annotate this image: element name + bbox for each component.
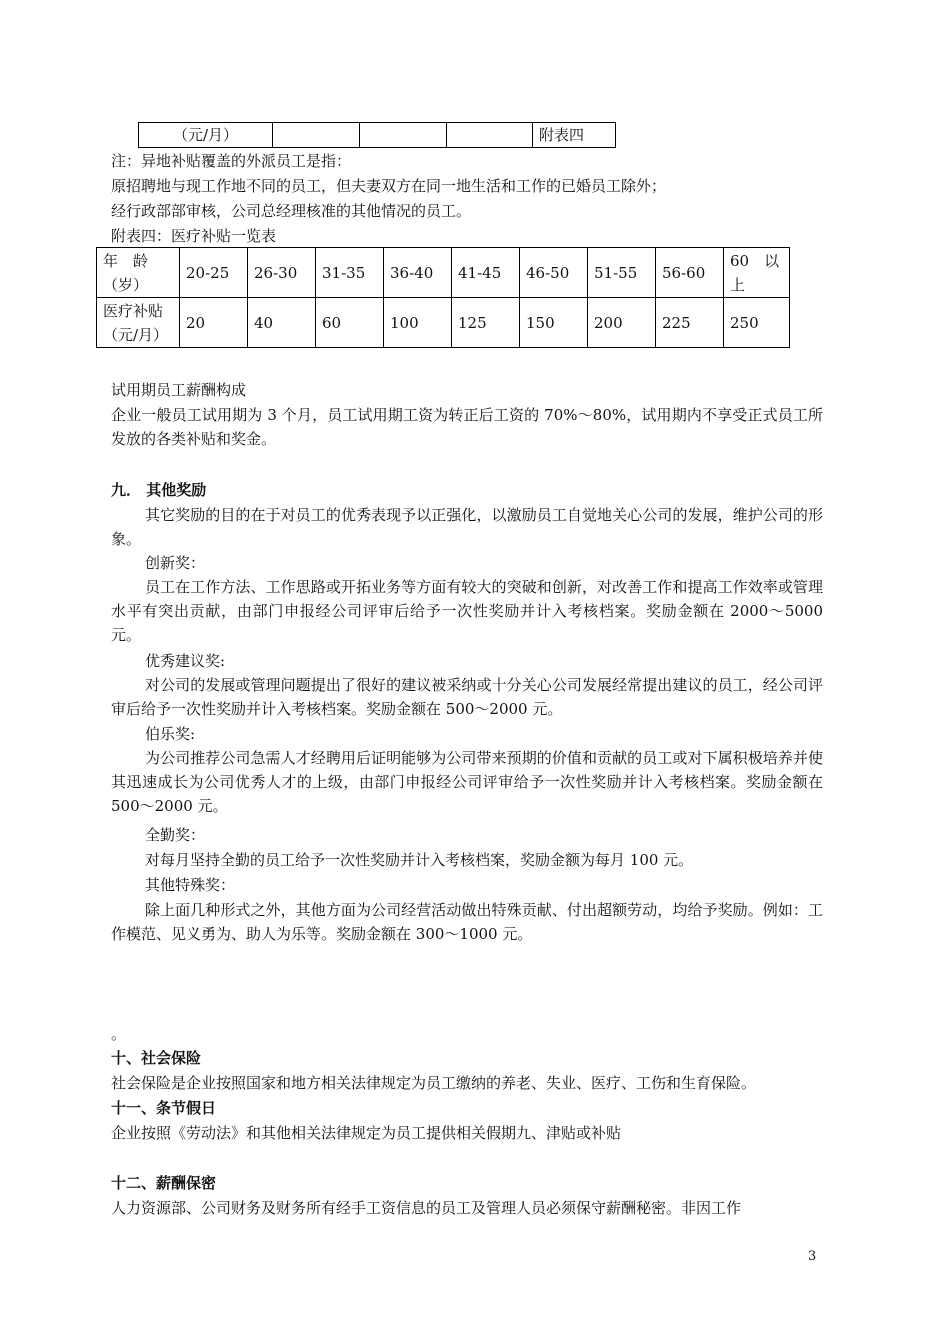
age-cell: 51-55 — [588, 248, 656, 298]
award-name: 优秀建议奖: — [145, 652, 226, 670]
subsidy-cell: 20 — [180, 298, 248, 348]
top-table-cell: （元/月） — [139, 123, 273, 148]
page-number: 3 — [808, 1249, 817, 1264]
subsidy-cell: 40 — [248, 298, 316, 348]
age-header: 年 龄（岁） — [103, 251, 149, 294]
age-cell: 60 以上 — [724, 248, 790, 298]
age-header-cell — [97, 248, 180, 298]
subsidy-header: 医疗补贴（元/月） — [103, 301, 169, 344]
age-cell: 56-60 — [656, 248, 724, 298]
subsidy-cell: 150 — [520, 298, 588, 348]
award-desc: 员工在工作方法、工作思路或开拓业务等方面有较大的突破和创新，对改善工作和提高工作效率或管理水平有突出贡献，由部门申报经公司评审后给予一次性奖励并计入考核档案。奖励金额在 2000～5000 元。 — [111, 578, 823, 644]
subsidy-header-cell — [97, 298, 180, 348]
note-title: 注：异地补贴覆盖的外派员工是指： — [111, 152, 352, 170]
award-name: 创新奖： — [145, 554, 206, 572]
note-line: 原招聘地与现工作地不同的员工，但夫妻双方在同一地生活和工作的已婚员工除外； — [111, 177, 667, 195]
age-cell: 20-25 — [180, 248, 248, 298]
top-table-cell — [360, 123, 447, 148]
section-heading: 十二、薪酬保密 — [111, 1174, 217, 1192]
probation-title: 试用期员工薪酬构成 — [111, 381, 247, 399]
age-cell: 36-40 — [384, 248, 452, 298]
section-intro: 其它奖励的目的在于对员工的优秀表现予以正强化，以激励员工自觉地关心公司的发展，维护公司的形象。 — [111, 506, 823, 548]
table-caption: 附表四：医疗补贴一览表 — [111, 227, 277, 245]
top-table-cell: 附表四 — [533, 123, 616, 148]
section-body: 社会保险是企业按照国家和地方相关法律规定为员工缴纳的养老、失业、医疗、工伤和生育保险。 — [111, 1074, 757, 1092]
top-table-cell — [273, 123, 360, 148]
subsidy-cell: 225 — [656, 298, 724, 348]
award-name: 全勤奖： — [145, 826, 206, 844]
subsidy-cell: 100 — [384, 298, 452, 348]
award-desc: 除上面几种形式之外，其他方面为公司经营活动做出特殊贡献、付出超额劳动，均给予奖励。例如：工作模范、见义勇为、助人为乐等。奖励金额在 300～1000 元。 — [111, 901, 823, 943]
award-desc: 为公司推荐公司急需人才经聘用后证明能够为公司带来预期的价值和贡献的员工或对下属积极培养并使其迅速成长为公司优秀人才的上级，由部门申报经公司评审给予一次性奖励并计入考核档案。奖励金额在 500～2000 元。 — [111, 749, 823, 815]
award-name: 伯乐奖: — [145, 725, 196, 743]
subsidy-cell: 250 — [724, 298, 790, 348]
medical-subsidy-table — [96, 247, 790, 348]
top-table-cell — [447, 123, 533, 148]
subsidy-cell: 200 — [588, 298, 656, 348]
age-cell: 31-35 — [316, 248, 384, 298]
section-heading: 十一、条节假日 — [111, 1099, 217, 1117]
subsidy-cell: 125 — [452, 298, 520, 348]
age-cell: 41-45 — [452, 248, 520, 298]
section-body: 企业按照《劳动法》和其他相关法律规定为员工提供相关假期九、津贴或补贴 — [111, 1124, 622, 1142]
award-desc: 对公司的发展或管理问题提出了很好的建议被采纳或十分关心公司发展经常提出建议的员工，经公司评审后给予一次性奖励并计入考核档案。奖励金额在 500～2000 元。 — [111, 676, 823, 718]
top-table — [138, 122, 616, 148]
section-body: 人力资源部、公司财务及财务所有经手工资信息的员工及管理人员必须保守薪酬秘密。非因工作 — [111, 1199, 742, 1217]
award-desc: 对每月坚持全勤的员工给予一次性奖励并计入考核档案，奖励金额为每月 100 元。 — [145, 851, 694, 869]
note-line: 经行政部部审核，公司总经理核准的其他情况的员工。 — [111, 202, 472, 220]
age-cell: 46-50 — [520, 248, 588, 298]
probation-body: 企业一般员工试用期为 3 个月，员工试用期工资为转正后工资的 70%～80%，试用期内不享受正式员工所发放的各类补贴和奖金。 — [111, 406, 823, 448]
award-name: 其他特殊奖： — [145, 876, 236, 894]
subsidy-cell: 60 — [316, 298, 384, 348]
section-heading: 九． 其他奖励 — [111, 481, 207, 499]
age-cell: 26-30 — [248, 248, 316, 298]
stray-mark: 。 — [111, 1025, 127, 1043]
section-heading: 十、社会保险 — [111, 1049, 202, 1067]
